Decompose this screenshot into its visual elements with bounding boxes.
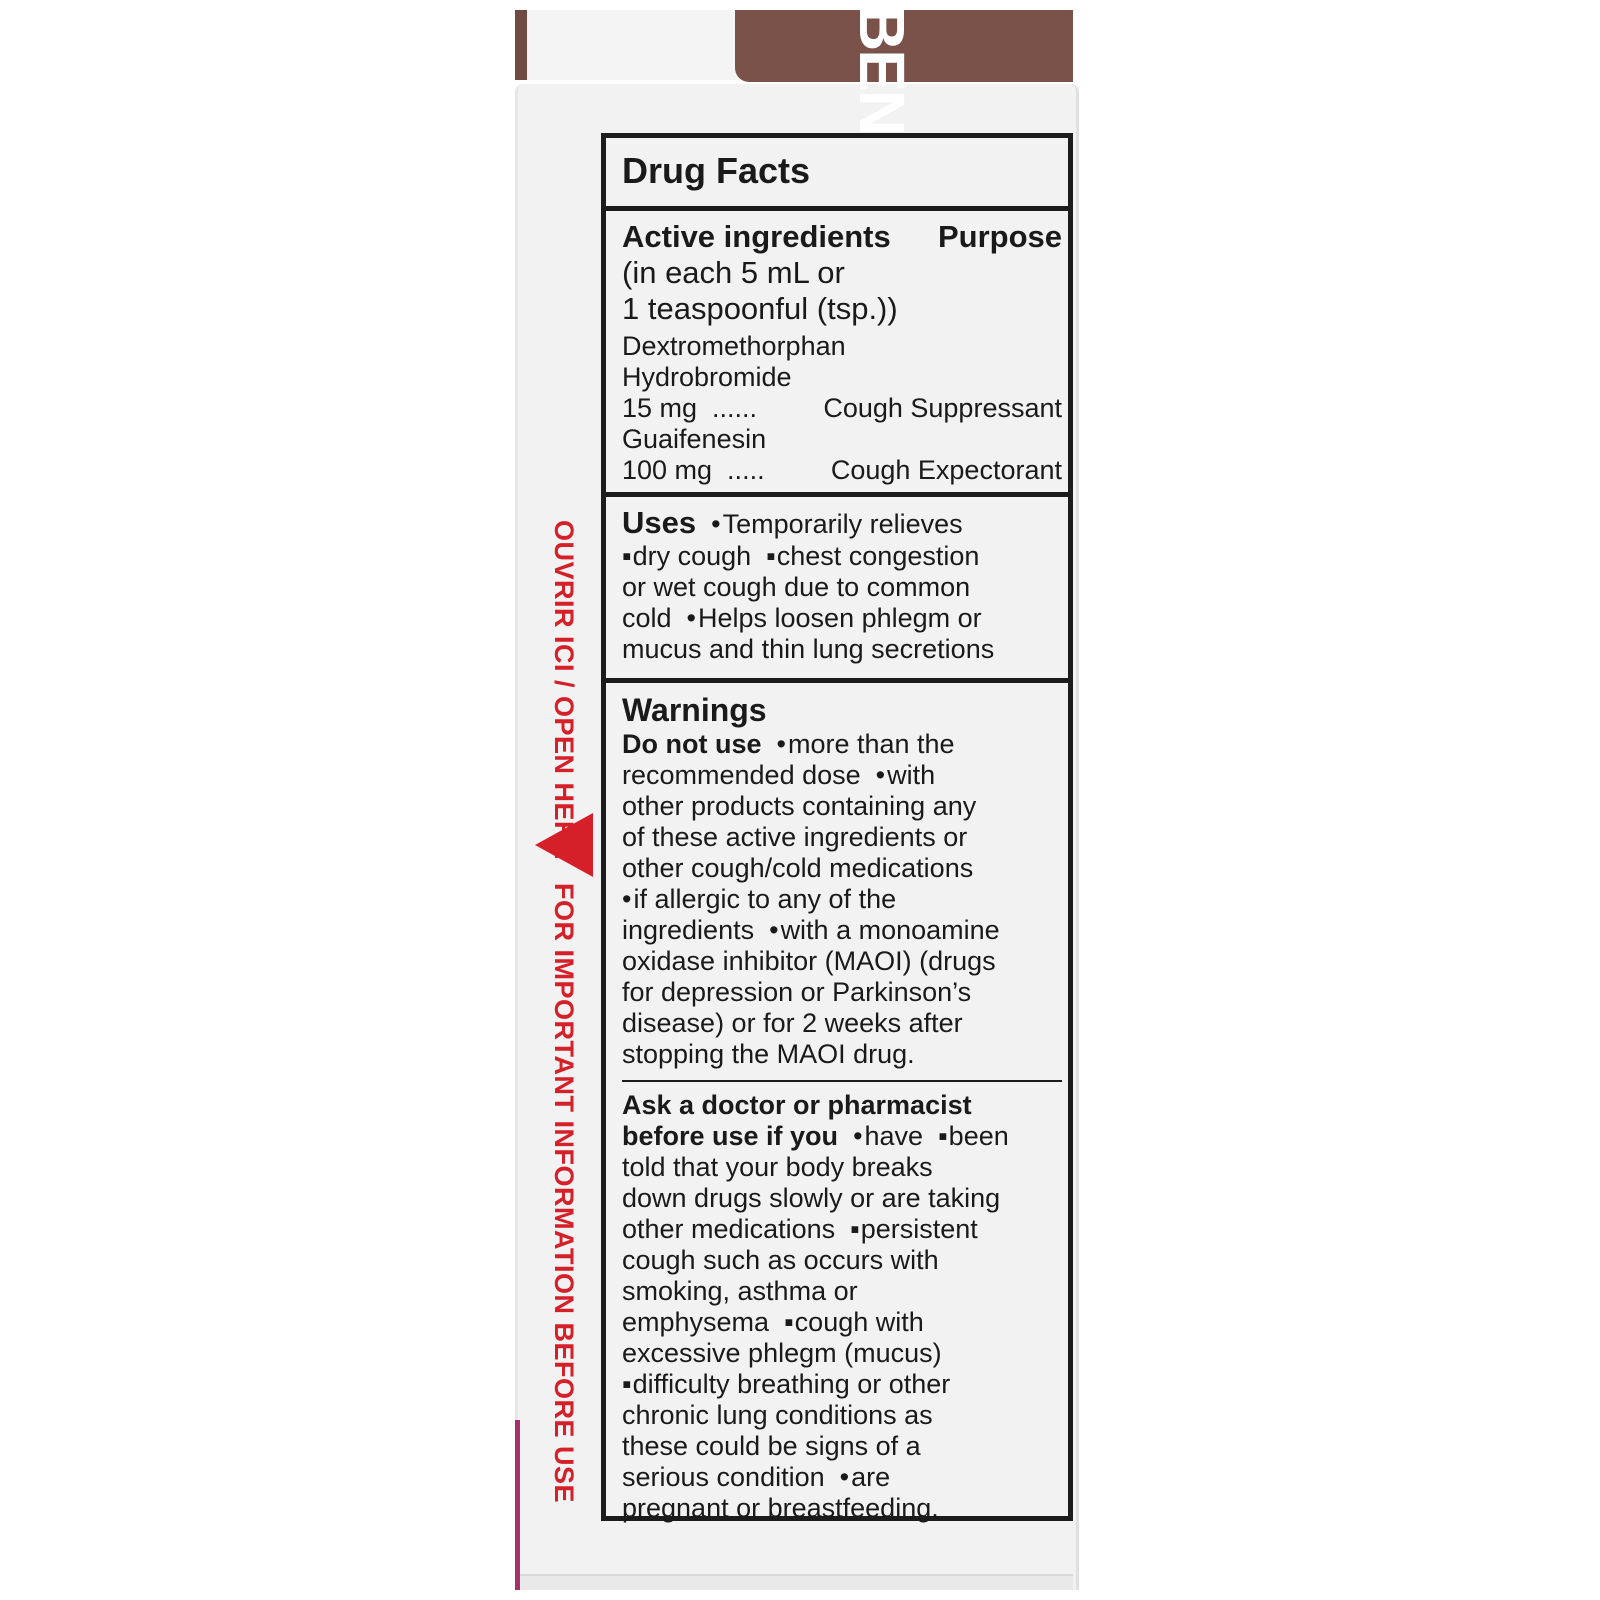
warnings-heading: Warnings — [622, 692, 767, 728]
important-info-text: FOR IMPORTANT INFORMATION BEFORE USE — [549, 883, 579, 1503]
ingredient-name: Guaifenesin — [622, 424, 767, 454]
active-ingredients-heading: Active ingredients — [622, 219, 891, 254]
ingredient-name: Dextromethorphan — [622, 331, 846, 361]
ingredient-dose: 100 mg ..... — [622, 455, 765, 485]
box-top-edge — [515, 10, 527, 80]
ingredient-row — [622, 393, 1062, 424]
uses-heading: Uses — [622, 505, 697, 540]
ingredient-purpose: Cough Suppressant — [823, 393, 1062, 423]
serving-size: (in each 5 mL or 1 teaspoonful (tsp.)) — [622, 255, 898, 326]
do-not-use-block: Do not use • more than the recommended dose • with other products containing any of these active ingredients or other cough/cold medications • if allergic to any of the ingredients • with a monoamine oxidase inhibitor (MAOI) (drugs for depression or Parkinson’s disease) or for 2 weeks after stopping the MAOI drug. — [622, 729, 1068, 1070]
uses-section: Uses • Temporarily relieves ▪ dry cough ▪ chest congestion or wet cough due to common cold • Helps loosen phlegm or mucus and thin lung secretions — [606, 492, 1068, 678]
open-arrow-icon[interactable] — [535, 813, 593, 877]
ingredient-list — [622, 331, 1068, 486]
brand-logo — [843, 5, 921, 85]
purpose-heading: Purpose — [937, 219, 1062, 254]
ingredient-dose: 15 mg ...... — [622, 393, 758, 423]
drug-facts-panel — [601, 133, 1073, 1521]
warnings-section — [606, 678, 1068, 1523]
box-edge-strip — [515, 1420, 520, 1590]
box-bottom-edge — [520, 1574, 1073, 1590]
ingredient-row — [622, 455, 1062, 486]
ingredient-name: Hydrobromide — [622, 362, 792, 392]
warnings-divider — [622, 1080, 1062, 1082]
ingredient-purpose: Cough Expectorant — [830, 455, 1062, 485]
ask-doctor-block: Ask a doctor or pharmacist before use if you • have ▪ been told that your body breaks down drugs slowly or are taking other medications ▪ persistent cough such as occurs with smoking, asthma or emphysema ▪ cough with excessive phlegm (mucus) ▪ difficulty breathing or other chronic lung conditions as these could be signs of a serious condition • are pregnant or breastfeeding. — [622, 1090, 1068, 1524]
drug-facts-title: Drug Facts — [622, 150, 811, 191]
open-here-text: OUVRIR ICI / OPEN HERE — [549, 520, 579, 860]
active-ingredients-section — [606, 206, 1068, 492]
